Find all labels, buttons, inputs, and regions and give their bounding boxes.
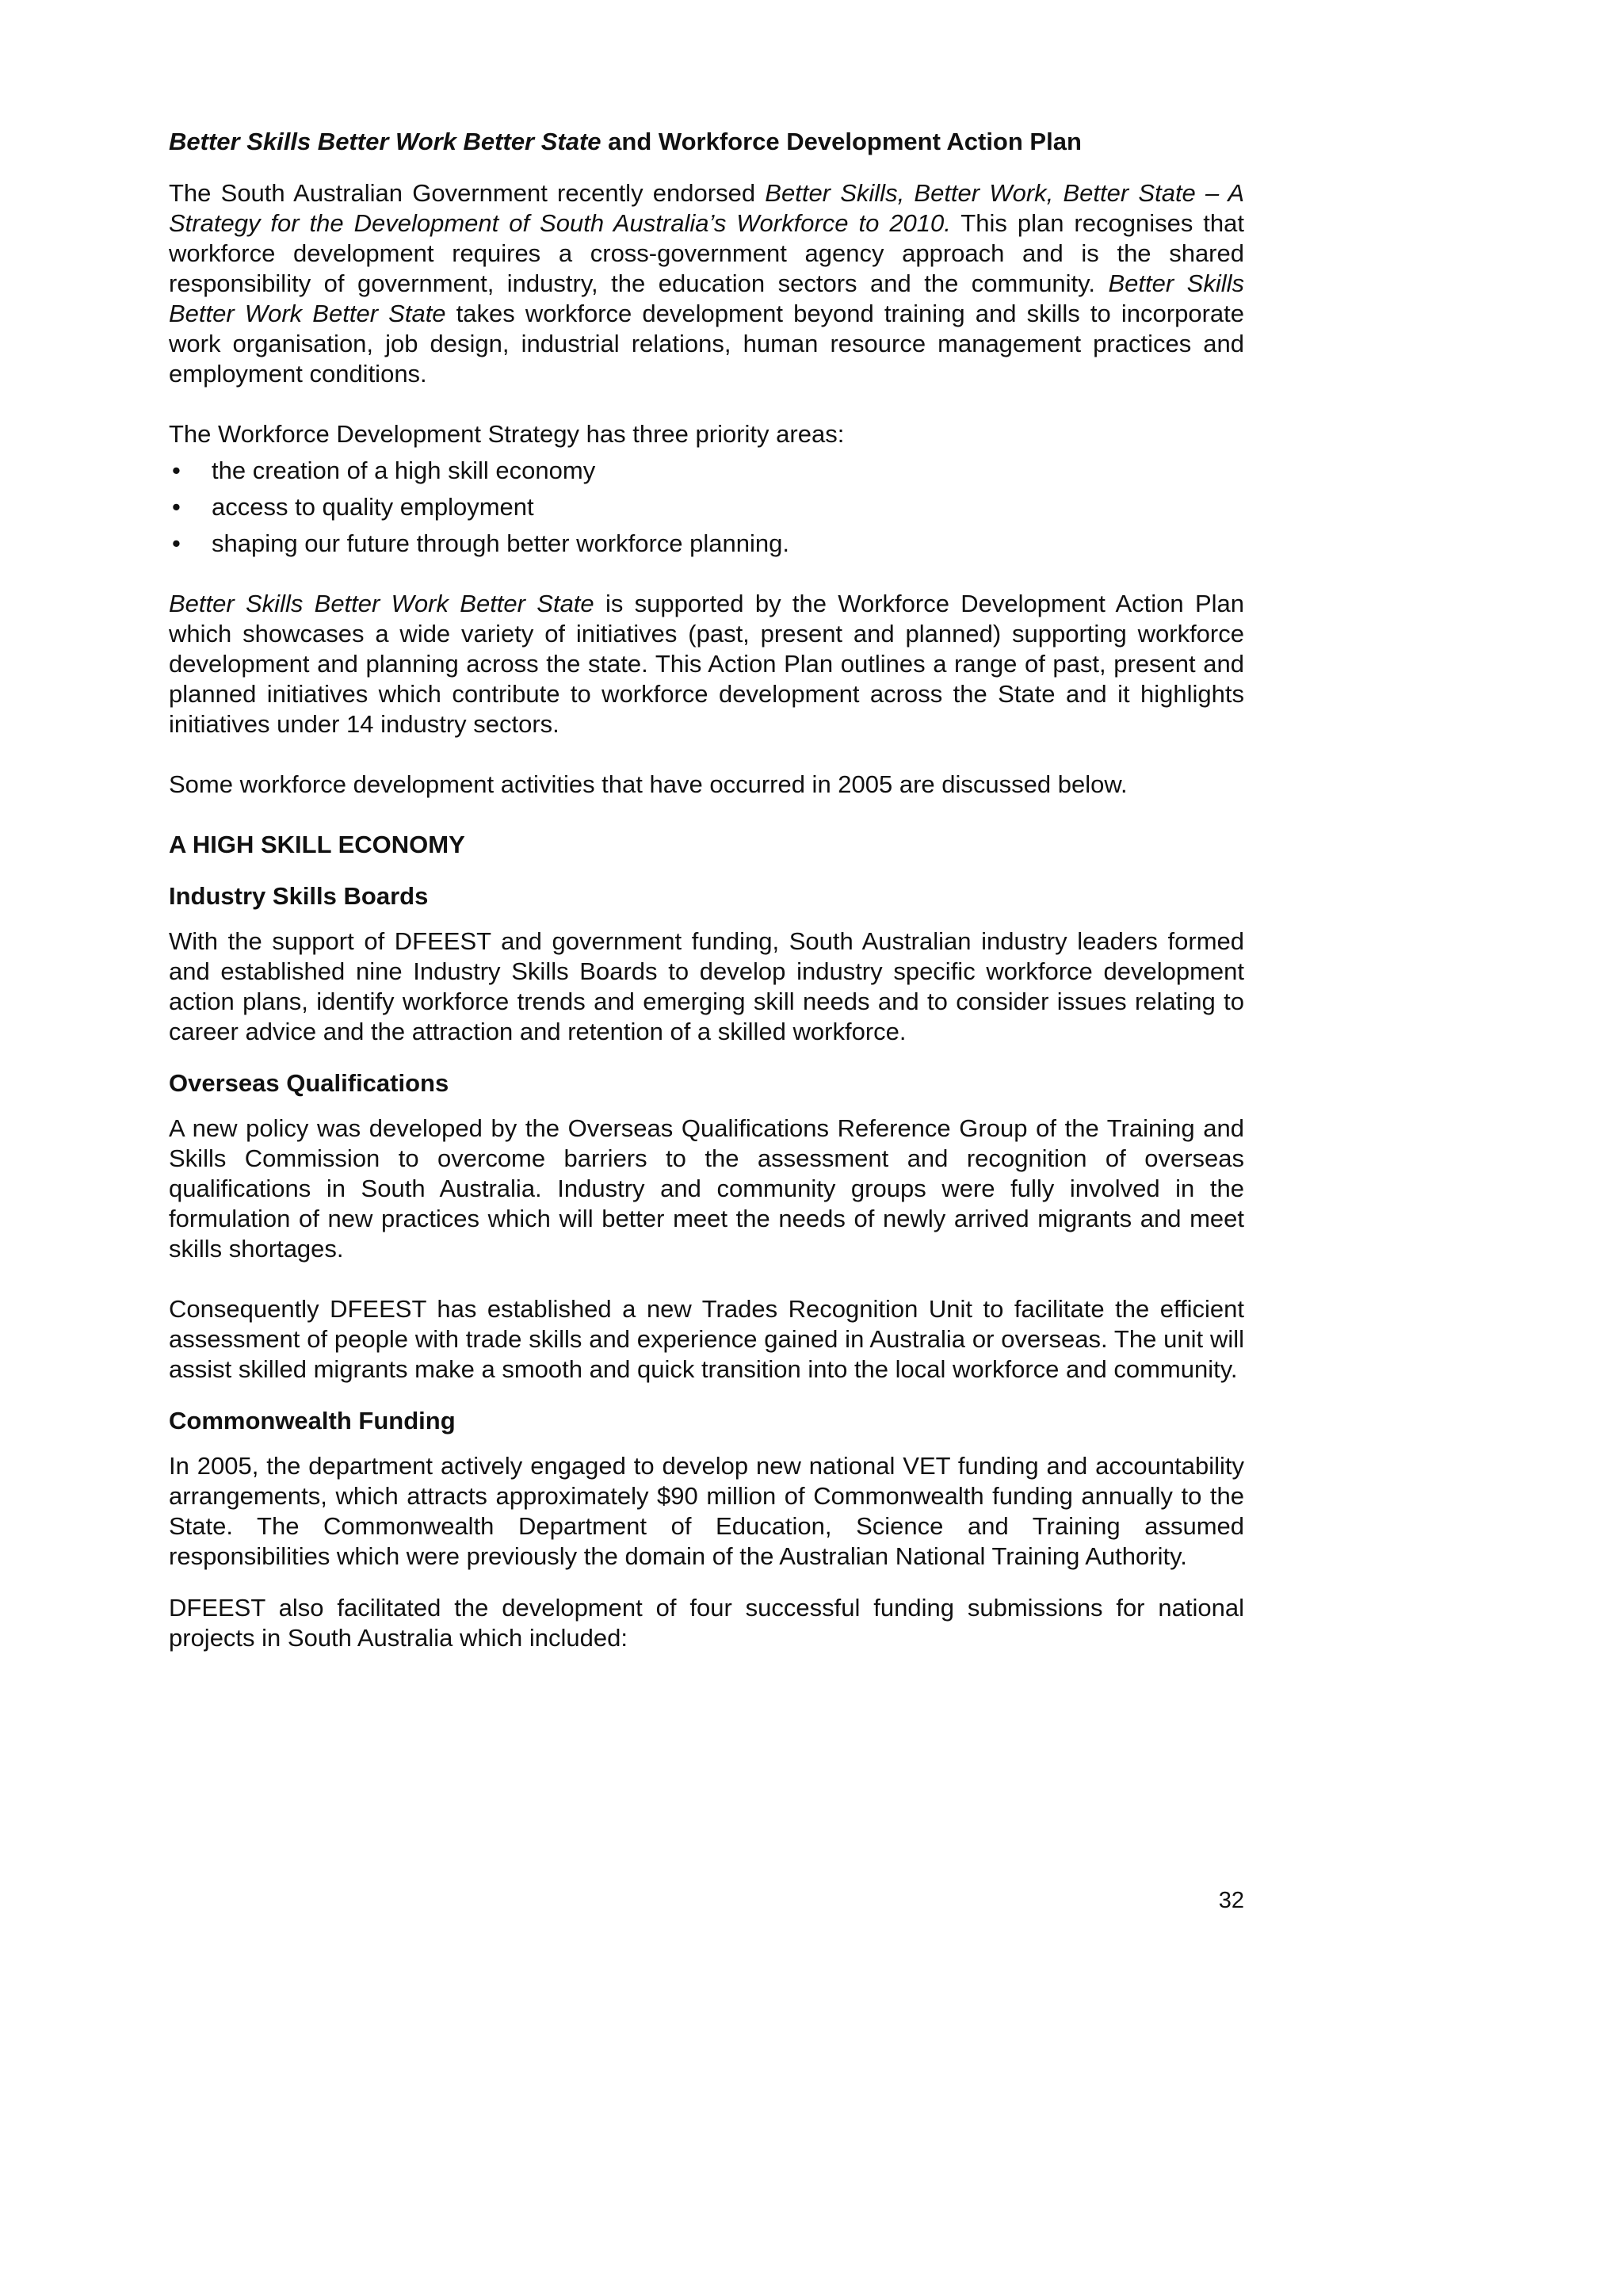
bullet-icon: •: [172, 529, 181, 557]
bullet-icon: •: [172, 493, 181, 521]
list-item-text: shaping our future through better workforce planning.: [212, 529, 789, 557]
italic-strategy-name: Better Skills Better Work Better State: [169, 590, 594, 617]
list-item-text: the creation of a high skill economy: [212, 457, 596, 484]
priority-areas-intro: The Workforce Development Strategy has three priority areas:: [169, 420, 845, 448]
section-heading-strategy: [169, 127, 1244, 157]
list-item: [169, 529, 1244, 559]
paragraph-activities-2005: Some workforce development activities that have occurred in 2005 are discussed below.: [169, 770, 1128, 798]
priority-areas-list: [169, 456, 1244, 559]
text-run: This plan recognises that workforce development requires a cross-government agency approach and is the shared responsibility of government, industry, the education sectors and the community.: [169, 209, 1244, 297]
paragraph-industry-skills-boards: With the support of DFEEST and government funding, South Australian industry leaders formed and established nine Industry Skills Boards to develop industry specific workforce development action plans, identify workforce trends and emerging skill needs and to consider issues relating to career advice and the attraction and retention of a skilled workforce.: [169, 927, 1244, 1045]
bullet-icon: •: [172, 457, 181, 484]
text-run: The South Australian Government recently endorsed: [169, 179, 766, 207]
section-heading-high-skill-economy: A HIGH SKILL ECONOMY: [169, 831, 465, 858]
document-page: [169, 127, 1244, 1683]
paragraph-overseas-qualifications-1: A new policy was developed by the Overseas Qualifications Reference Group of the Training and Skills Commission to overcome barriers to the assessment and recognition of overseas qualifications in South Australia. Industry and community groups were fully involved in the formulation of new practices which will better meet the needs of newly arrived migrants and meet skills shortages.: [169, 1114, 1244, 1263]
paragraph-strategy-intro: [169, 178, 1244, 389]
subheading-industry-skills-boards: Industry Skills Boards: [169, 882, 429, 910]
subheading-overseas-qualifications: Overseas Qualifications: [169, 1069, 449, 1097]
text-run: is supported by the Workforce Development Action Plan which showcases a wide variety of initiatives (past, present and planned) supporting workforce development and planning across the state. This Action Plan outlines a range of past, present and planned initiatives which contribute to workforce development across the State and it highlights initiatives under 14 industry sectors.: [169, 590, 1244, 738]
subheading-commonwealth-funding: Commonwealth Funding: [169, 1407, 456, 1435]
italic-strategy-title: Better Skills, Better Work, Better State – A Strategy for the Development of South Australia’s Workforce to 2010.: [169, 179, 1245, 237]
list-item-text: access to quality employment: [212, 493, 534, 521]
list-item: [169, 456, 1244, 486]
heading-italic-title: Better Skills Better Work Better State: [169, 128, 601, 155]
paragraph-overseas-qualifications-2: Consequently DFEEST has established a new Trades Recognition Unit to facilitate the efficient assessment of people with trade skills and experience gained in Australia or overseas. The unit will assist skilled migrants make a smooth and quick transition into the local workforce and community.: [169, 1295, 1244, 1383]
italic-strategy-name: Better Skills Better Work Better State: [169, 269, 1244, 327]
text-run: takes workforce development beyond training and skills to incorporate work organisation, job design, industrial relations, human resource management practices and employment conditions.: [169, 300, 1244, 388]
paragraph-commonwealth-funding-1: In 2005, the department actively engaged to develop new national VET funding and accountability arrangements, which attracts approximately $90 million of Commonwealth funding annually to the State. The Commonwealth Department of Education, Science and Training assumed responsibilities which were previously the domain of the Australian National Training Authority.: [169, 1452, 1244, 1570]
paragraph-commonwealth-funding-2: DFEEST also facilitated the development of four successful funding submissions for national projects in South Australia which included:: [169, 1594, 1244, 1652]
heading-rest: and Workforce Development Action Plan: [601, 128, 1082, 155]
page-number: 32: [1218, 1888, 1244, 1913]
paragraph-action-plan: [169, 589, 1244, 739]
list-item: [169, 492, 1244, 522]
